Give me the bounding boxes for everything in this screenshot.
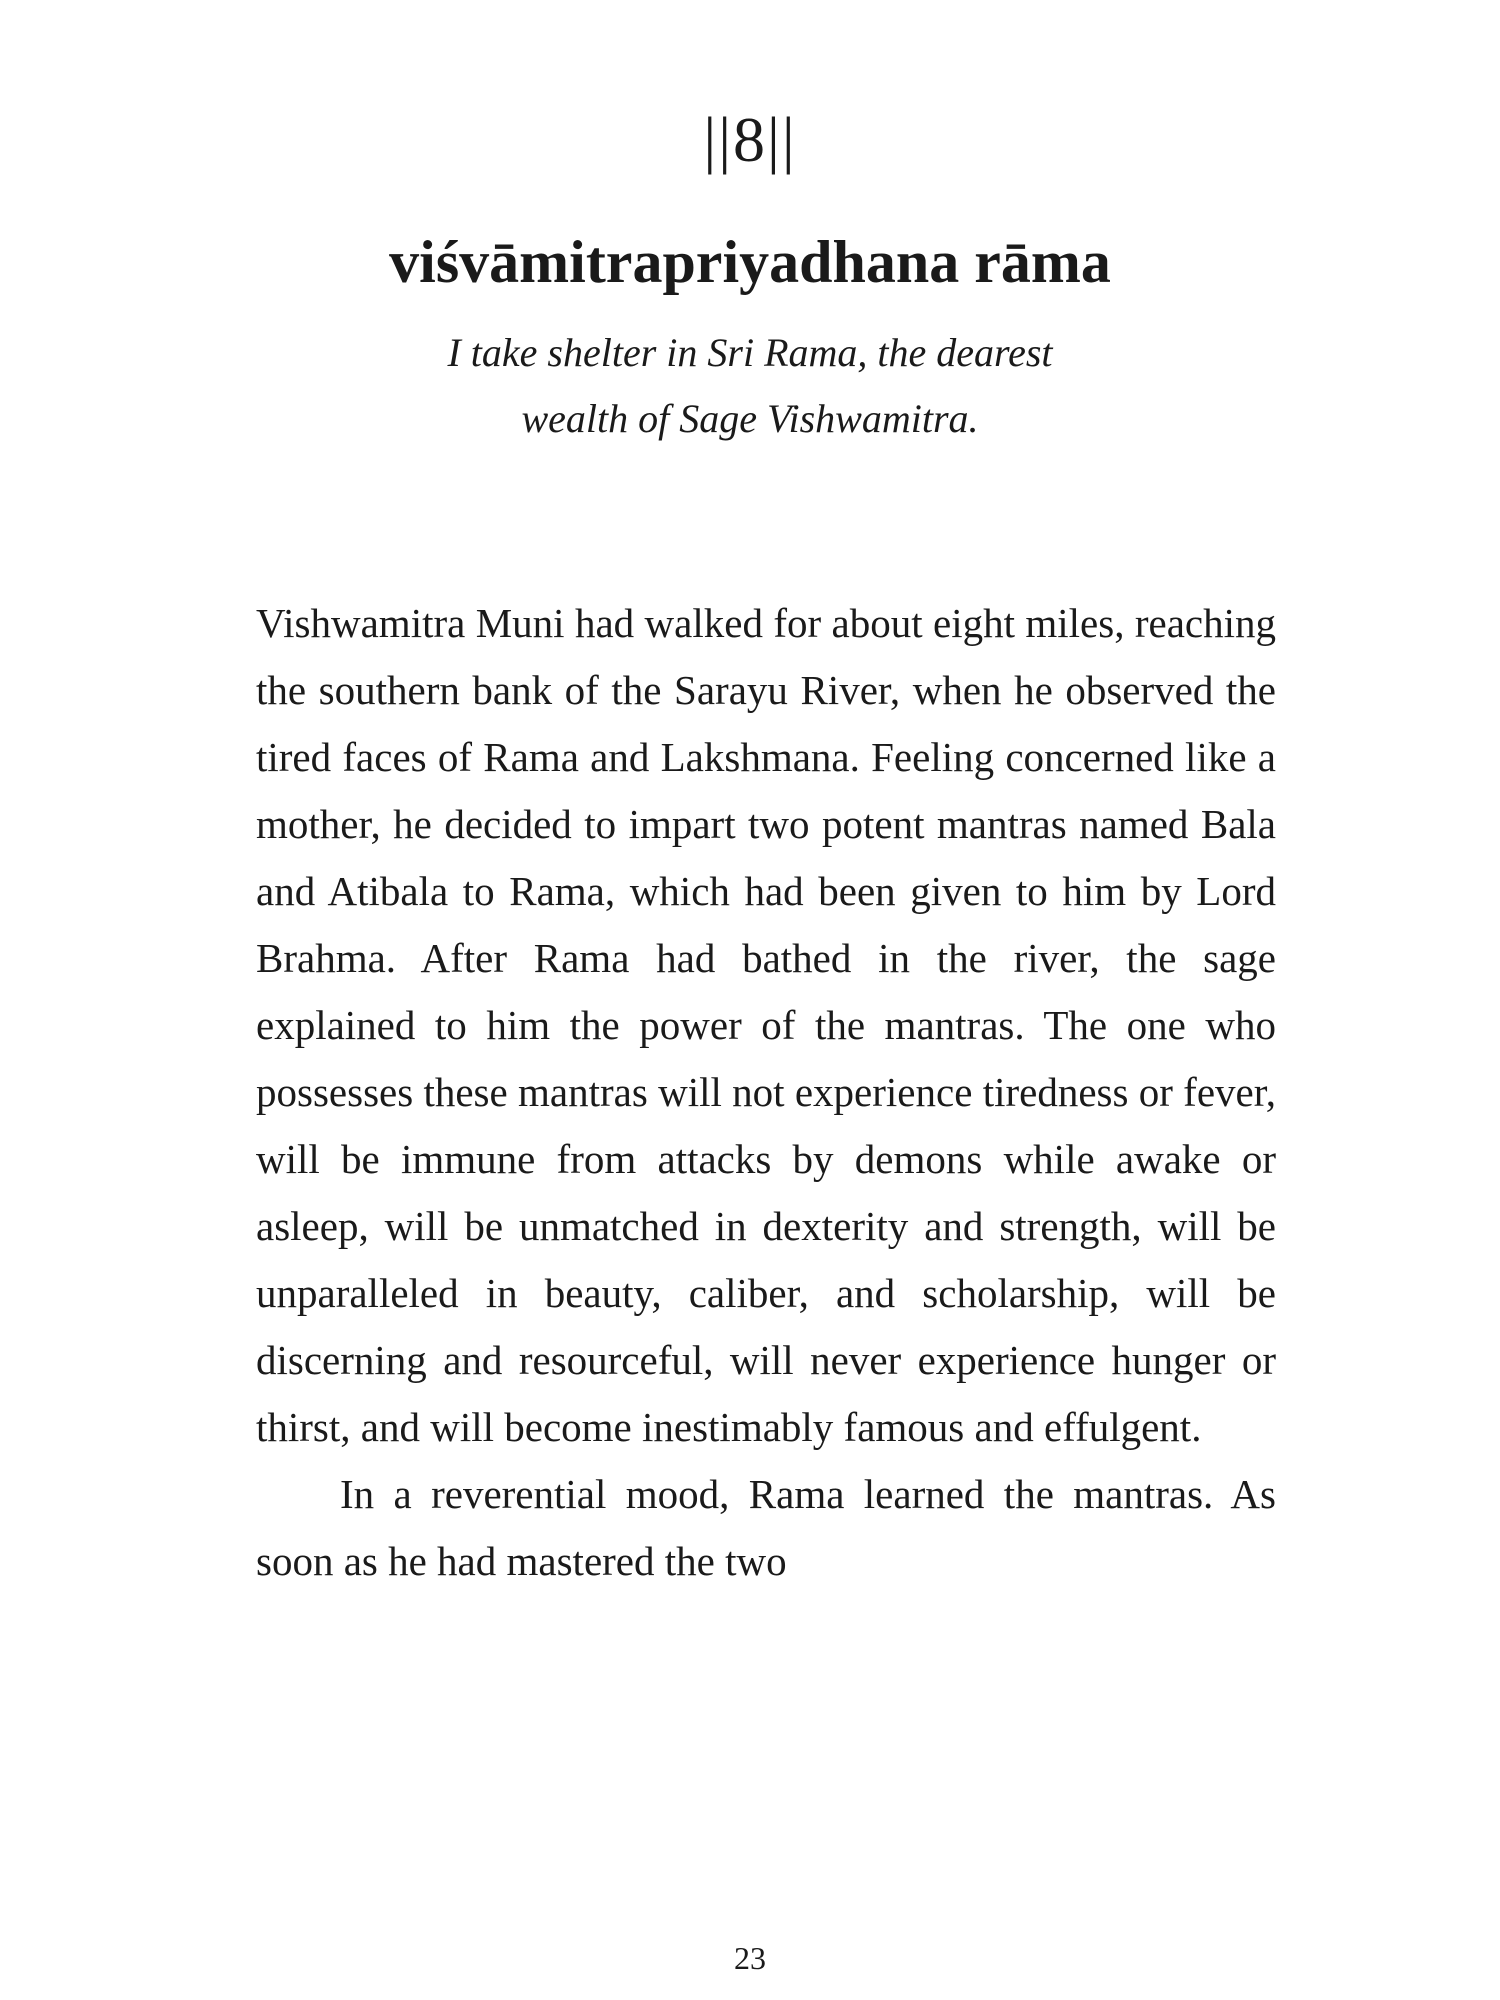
chapter-number: ||8|| — [703, 104, 797, 175]
chapter-subtitle — [380, 320, 1120, 452]
chapter-title: viśvāmitrapriyadhana rāma — [389, 229, 1111, 295]
subtitle-line: wealth of Sage Vishwamitra. — [521, 396, 979, 441]
paragraph: Vishwamitra Muni had walked for about eight miles, reaching the southern bank of the Sarayu River, when he observed the tired faces of Rama and Lakshmana. Feeling concerned like a mother, he decided to impart two potent mantras named Bala and Atibala to Rama, which had been given to him by Lord Brahma. After Rama had bathed in the river, the sage explained to him the power of the mantras. The one who possesses these mantras will not experience tiredness or fever, will be immune from attacks by demons while awake or asleep, will be unmatched in dexterity and strength, will be unparalleled in beauty, caliber, and scholarship, will be discerning and resourceful, will never experience hunger or thirst, and will become inestimably famous and effulgent. — [256, 600, 1276, 1450]
page-number: 23 — [734, 1940, 766, 1976]
subtitle-line: I take shelter in Sri Rama, the dearest — [447, 330, 1053, 375]
paragraph: In a reverential mood, Rama learned the mantras. As soon as he had mastered the two — [256, 1471, 1276, 1584]
body-text — [256, 590, 1276, 1595]
